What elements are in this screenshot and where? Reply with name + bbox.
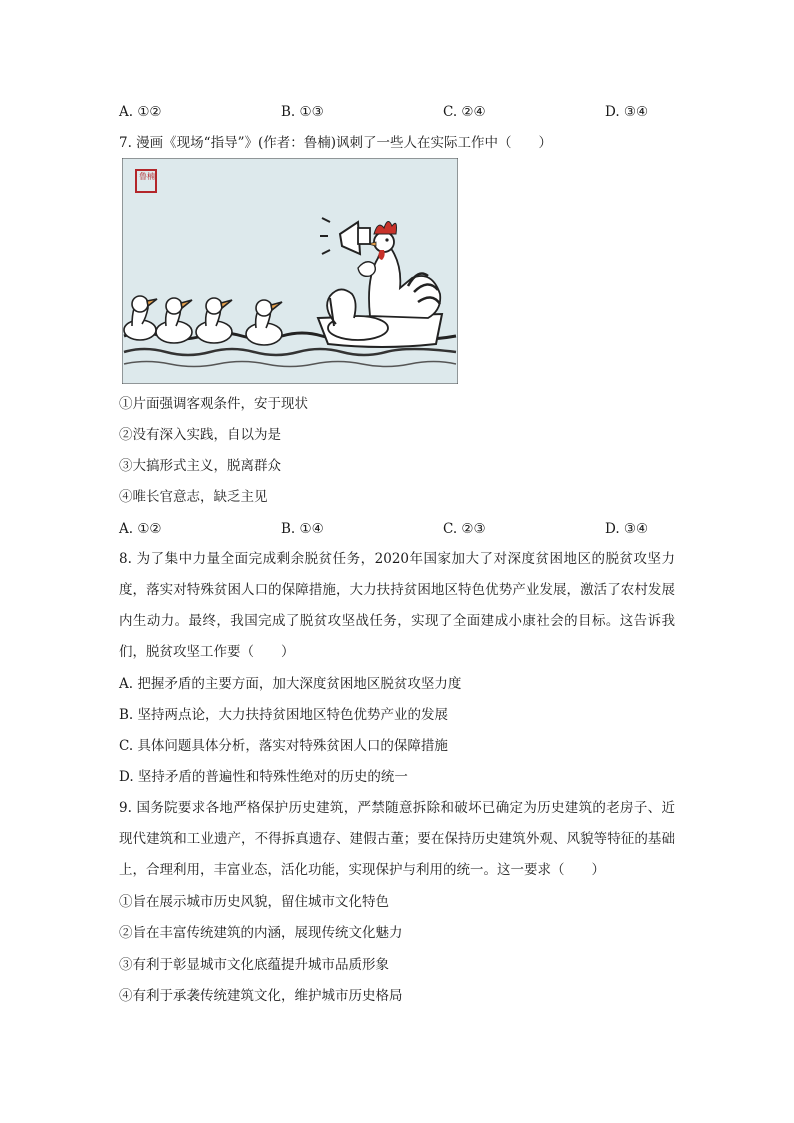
q7-statement-2: ②没有深入实践，自以为是 xyxy=(119,427,281,443)
q6-options xyxy=(119,103,679,121)
q8-choice-c[interactable]: C. 具体问题具体分析，落实对特殊贫困人口的保障措施 xyxy=(119,738,448,754)
q7-statement-4: ④唯长官意志，缺乏主见 xyxy=(119,489,268,505)
q7-stem: 7. 漫画《现场“指导”》(作者：鲁楠)讽刺了一些人在实际工作中（ ） xyxy=(119,135,553,151)
q6-option-b[interactable]: B. ①③ xyxy=(281,104,324,120)
q7-cartoon xyxy=(122,158,458,384)
q7-option-d[interactable]: D. ③④ xyxy=(605,521,649,537)
q8-choice-a[interactable]: A. 把握矛盾的主要方面，加大深度贫困地区脱贫攻坚力度 xyxy=(119,676,462,692)
q7-option-b[interactable]: B. ①④ xyxy=(281,521,324,537)
seal-text: 鲁楠 xyxy=(139,172,155,181)
q7-options xyxy=(119,520,679,538)
q9-statement-2: ②旨在丰富传统建筑的内涵，展现传统文化魅力 xyxy=(119,925,403,941)
q6-option-d[interactable]: D. ③④ xyxy=(605,104,649,120)
q9-statement-4: ④有利于承袭传统建筑文化，维护城市历史格局 xyxy=(119,988,403,1004)
q7-statement-3: ③大搞形式主义，脱离群众 xyxy=(119,458,281,474)
q7-statement-1: ①片面强调客观条件，安于现状 xyxy=(119,396,308,412)
q9-statement-3: ③有利于彰显城市文化底蕴提升城市品质形象 xyxy=(119,957,389,973)
q7-option-a[interactable]: A. ①② xyxy=(119,521,162,537)
q9-statement-1: ①旨在展示城市历史风貌，留住城市文化特色 xyxy=(119,894,389,910)
q8-choice-b[interactable]: B. 坚持两点论，大力扶持贫困地区特色优势产业的发展 xyxy=(119,707,449,723)
q6-option-a[interactable]: A. ①② xyxy=(119,104,162,120)
q9-stem: 9. 国务院要求各地严格保护历史建筑，严禁随意拆除和破坏已确定为历史建筑的老房子、近现代建筑和工业遗产，不得拆真遗存、建假古董；要在保持历史建筑外观、风貌等特征的基础上，合理利用，丰富业态，活化功能，实现保护与利用的统一。这一要求（ ） xyxy=(119,800,675,878)
q8-stem: 8. 为了集中力量全面完成剩余脱贫任务，2020年国家加大了对深度贫困地区的脱贫攻坚力度，落实对特殊贫困人口的保障措施，大力扶持贫困地区特色优势产业发展，激活了农村发展内生动力。最终，我国完成了脱贫攻坚战任务，实现了全面建成小康社会的目标。这告诉我们，脱贫攻坚工作要（ ） xyxy=(119,551,675,660)
q6-option-c[interactable]: C. ②④ xyxy=(443,104,486,120)
q8-choice-d[interactable]: D. 坚持矛盾的普遍性和特殊性绝对的历史的统一 xyxy=(119,769,408,785)
q7-option-c[interactable]: C. ②③ xyxy=(443,521,486,537)
